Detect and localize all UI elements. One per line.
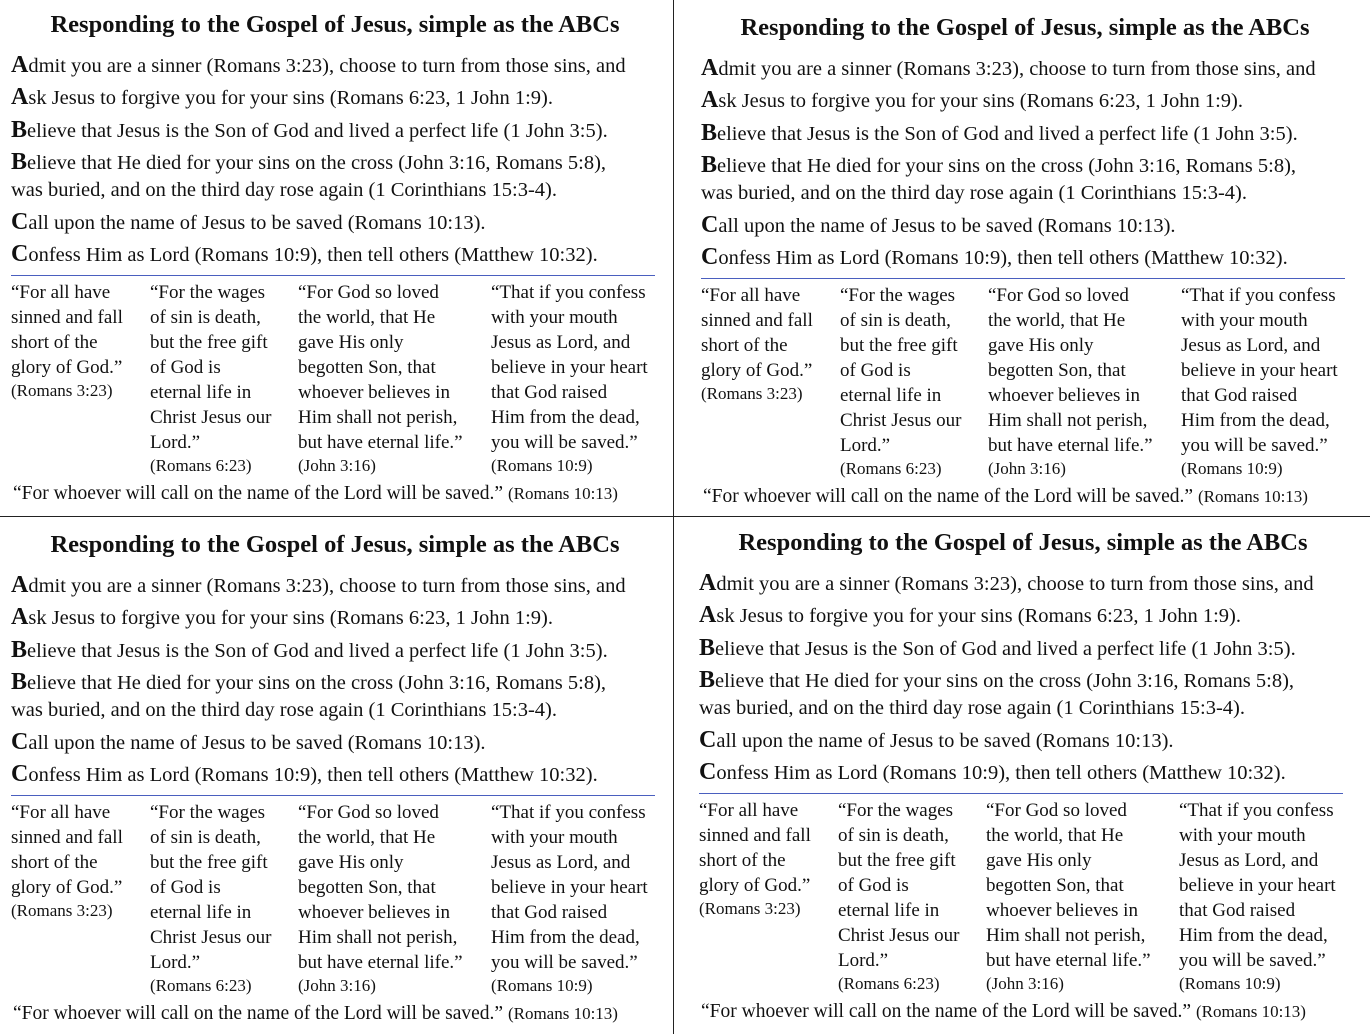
quote-line: Christ Jesus our bbox=[840, 410, 962, 431]
quote-line: “That if you confess bbox=[1179, 800, 1334, 821]
quote-line: glory of God.” bbox=[11, 357, 123, 378]
quote-line: sinned and fall bbox=[11, 307, 123, 328]
step-call bbox=[701, 212, 1176, 239]
quote-line: “For all have bbox=[11, 802, 111, 823]
step-letter: C bbox=[701, 212, 719, 238]
quote-line: Christ Jesus our bbox=[150, 927, 272, 948]
quote-reference: (Romans 3:23) bbox=[701, 384, 803, 403]
quote-line: whoever believes in bbox=[298, 902, 450, 923]
quote-line: “For all have bbox=[11, 282, 111, 303]
quote-romans-3-23 bbox=[699, 798, 831, 919]
step-admit bbox=[11, 52, 626, 79]
step-text: dmit you are a sinner (Romans 3:23), choose to turn from those sins, and bbox=[28, 575, 626, 597]
step-text: elieve that Jesus is the Son of God and lived a perfect life (1 John 3:5). bbox=[715, 638, 1296, 660]
quote-line: short of the bbox=[701, 335, 788, 356]
step-confess bbox=[701, 244, 1288, 271]
quote-line: Jesus as Lord, and bbox=[491, 852, 631, 873]
quote-line: sinned and fall bbox=[11, 827, 123, 848]
step-text: was buried, and on the third day rose again (1 Corinthians 15:3-4). bbox=[701, 182, 1247, 204]
step-letter: A bbox=[699, 602, 717, 628]
step-text: onfess Him as Lord (Romans 10:9), then tell others (Matthew 10:32). bbox=[716, 762, 1286, 784]
quote-line: Him shall not perish, bbox=[298, 407, 458, 428]
quote-line: “For all have bbox=[701, 285, 801, 306]
step-letter: B bbox=[699, 635, 716, 661]
quote-romans-6-23 bbox=[838, 798, 978, 994]
step-admit bbox=[699, 570, 1314, 597]
quote-line: gave His only bbox=[986, 850, 1092, 871]
quote-line: the world, that He bbox=[298, 827, 436, 848]
step-believe-son bbox=[11, 117, 608, 144]
footer-text: “For whoever will call on the name of the Lord will be saved.” bbox=[703, 486, 1194, 507]
quote-romans-3-23 bbox=[701, 283, 833, 404]
quote-line: Jesus as Lord, and bbox=[1181, 335, 1321, 356]
quote-reference: (Romans 3:23) bbox=[699, 899, 801, 918]
step-letter: B bbox=[11, 637, 28, 663]
step-call bbox=[699, 727, 1174, 754]
quote-line: whoever believes in bbox=[988, 385, 1140, 406]
quote-line: but the free gift bbox=[840, 335, 958, 356]
quote-line: you will be saved.” bbox=[1181, 435, 1328, 456]
step-confess bbox=[11, 761, 598, 788]
quote-line: Christ Jesus our bbox=[838, 925, 960, 946]
step-text: was buried, and on the third day rose again (1 Corinthians 15:3-4). bbox=[11, 699, 557, 721]
quote-john-3-16 bbox=[988, 283, 1173, 479]
quote-line: of God is bbox=[150, 357, 221, 378]
quote-line: Jesus as Lord, and bbox=[491, 332, 631, 353]
quote-line: but have eternal life.” bbox=[988, 435, 1153, 456]
step-text: all upon the name of Jesus to be saved (Romans 10:13). bbox=[28, 732, 486, 754]
quote-reference: (John 3:16) bbox=[298, 456, 376, 475]
quote-line: of sin is death, bbox=[838, 825, 949, 846]
quote-line: “That if you confess bbox=[1181, 285, 1336, 306]
quote-line: that God raised bbox=[491, 902, 608, 923]
quote-reference: (Romans 10:9) bbox=[1181, 459, 1283, 478]
quote-reference: (John 3:16) bbox=[986, 974, 1064, 993]
step-letter: A bbox=[11, 572, 29, 598]
quote-line: gave His only bbox=[298, 332, 404, 353]
step-letter: C bbox=[11, 241, 29, 267]
quote-line: you will be saved.” bbox=[491, 952, 638, 973]
quote-line: short of the bbox=[11, 852, 98, 873]
step-text: dmit you are a sinner (Romans 3:23), choose to turn from those sins, and bbox=[28, 55, 626, 77]
step-believe-died bbox=[11, 149, 606, 176]
footer-text: “For whoever will call on the name of the Lord will be saved.” bbox=[13, 483, 504, 504]
step-believe-died bbox=[11, 669, 606, 696]
quote-line: begotten Son, that bbox=[298, 877, 436, 898]
step-letter: B bbox=[699, 667, 716, 693]
quote-line: Him shall not perish, bbox=[298, 927, 458, 948]
step-letter: A bbox=[701, 55, 719, 81]
step-believe-died bbox=[701, 152, 1296, 179]
quote-romans-3-23 bbox=[11, 280, 143, 401]
step-call bbox=[11, 209, 486, 236]
quote-line: short of the bbox=[11, 332, 98, 353]
step-ask bbox=[11, 84, 553, 111]
step-ask bbox=[701, 87, 1243, 114]
quote-line: but have eternal life.” bbox=[298, 432, 463, 453]
quote-line: but the free gift bbox=[838, 850, 956, 871]
quote-line: eternal life in bbox=[840, 385, 942, 406]
quote-line: you will be saved.” bbox=[491, 432, 638, 453]
quote-romans-3-23 bbox=[11, 800, 143, 921]
card-title: Responding to the Gospel of Jesus, simple as the ABCs bbox=[738, 529, 1308, 556]
quote-line: “For God so loved bbox=[298, 282, 439, 303]
step-text: dmit you are a sinner (Romans 3:23), choose to turn from those sins, and bbox=[718, 58, 1316, 80]
step-text: was buried, and on the third day rose again (1 Corinthians 15:3-4). bbox=[11, 179, 557, 201]
quote-line: believe in your heart bbox=[1181, 360, 1338, 381]
quote-line: gave His only bbox=[988, 335, 1094, 356]
quote-reference: (Romans 10:9) bbox=[491, 976, 593, 995]
step-believe-died-continued bbox=[11, 179, 557, 202]
quote-romans-6-23 bbox=[840, 283, 980, 479]
quote-line: Lord.” bbox=[838, 950, 889, 971]
quote-line: believe in your heart bbox=[1179, 875, 1336, 896]
quote-line: Christ Jesus our bbox=[150, 407, 272, 428]
quote-line: whoever believes in bbox=[986, 900, 1138, 921]
quote-line: “For God so loved bbox=[986, 800, 1127, 821]
quote-line: sinned and fall bbox=[701, 310, 813, 331]
quote-line: of God is bbox=[840, 360, 911, 381]
step-ask bbox=[11, 604, 553, 631]
card-title: Responding to the Gospel of Jesus, simple as the ABCs bbox=[740, 14, 1310, 41]
quote-john-3-16 bbox=[298, 800, 483, 996]
quote-reference: (Romans 6:23) bbox=[150, 456, 252, 475]
step-letter: C bbox=[11, 729, 29, 755]
step-text: elieve that He died for your sins on the cross (John 3:16, Romans 5:8), bbox=[717, 155, 1297, 177]
step-text: onfess Him as Lord (Romans 10:9), then tell others (Matthew 10:32). bbox=[718, 247, 1288, 269]
step-letter: A bbox=[699, 570, 717, 596]
quote-romans-10-9 bbox=[491, 280, 671, 476]
step-letter: B bbox=[701, 152, 718, 178]
step-text: elieve that He died for your sins on the cross (John 3:16, Romans 5:8), bbox=[27, 152, 607, 174]
step-text: dmit you are a sinner (Romans 3:23), choose to turn from those sins, and bbox=[716, 573, 1314, 595]
quote-line: “For the wages bbox=[150, 802, 266, 823]
quote-line: that God raised bbox=[491, 382, 608, 403]
step-text: elieve that He died for your sins on the cross (John 3:16, Romans 5:8), bbox=[27, 672, 607, 694]
step-letter: C bbox=[11, 761, 29, 787]
quote-line: eternal life in bbox=[838, 900, 940, 921]
gospel-card bbox=[0, 0, 672, 516]
step-text: all upon the name of Jesus to be saved (Romans 10:13). bbox=[716, 730, 1174, 752]
quote-romans-10-9 bbox=[1181, 283, 1361, 479]
step-text: elieve that Jesus is the Son of God and lived a perfect life (1 John 3:5). bbox=[27, 640, 608, 662]
step-letter: C bbox=[699, 759, 717, 785]
card-content bbox=[699, 518, 1359, 1022]
card-content bbox=[701, 3, 1361, 507]
step-letter: B bbox=[11, 117, 28, 143]
step-letter: A bbox=[11, 604, 29, 630]
quote-reference: (Romans 3:23) bbox=[11, 381, 113, 400]
quote-line: but the free gift bbox=[150, 852, 268, 873]
quote-line: glory of God.” bbox=[11, 877, 123, 898]
section-divider bbox=[11, 275, 655, 276]
quote-line: “For all have bbox=[699, 800, 799, 821]
step-letter: B bbox=[11, 149, 28, 175]
section-divider bbox=[699, 793, 1343, 794]
quote-romans-6-23 bbox=[150, 800, 290, 996]
step-believe-son bbox=[701, 120, 1298, 147]
quote-line: of sin is death, bbox=[150, 827, 261, 848]
quote-line: “For the wages bbox=[150, 282, 266, 303]
quote-line: Him from the dead, bbox=[491, 407, 640, 428]
quote-line: the world, that He bbox=[986, 825, 1124, 846]
quote-line: “For the wages bbox=[840, 285, 956, 306]
quote-line: the world, that He bbox=[988, 310, 1126, 331]
quote-line: with your mouth bbox=[1181, 310, 1308, 331]
quote-reference: (Romans 6:23) bbox=[838, 974, 940, 993]
quote-line: with your mouth bbox=[491, 827, 618, 848]
quote-line: of God is bbox=[838, 875, 909, 896]
step-text: all upon the name of Jesus to be saved (Romans 10:13). bbox=[718, 215, 1176, 237]
step-letter: A bbox=[11, 52, 29, 78]
step-believe-died bbox=[699, 667, 1294, 694]
quote-reference: (John 3:16) bbox=[988, 459, 1066, 478]
quote-line: short of the bbox=[699, 850, 786, 871]
quote-line: Him from the dead, bbox=[491, 927, 640, 948]
quote-reference: (Romans 10:9) bbox=[491, 456, 593, 475]
footer-reference: (Romans 10:13) bbox=[507, 1004, 618, 1023]
quote-line: begotten Son, that bbox=[988, 360, 1126, 381]
step-confess bbox=[699, 759, 1286, 786]
quote-line: “For the wages bbox=[838, 800, 954, 821]
quote-line: Lord.” bbox=[150, 432, 201, 453]
quote-line: begotten Son, that bbox=[986, 875, 1124, 896]
quote-romans-10-9 bbox=[1179, 798, 1359, 994]
quote-line: eternal life in bbox=[150, 902, 252, 923]
quote-line: Jesus as Lord, and bbox=[1179, 850, 1319, 871]
quote-line: but the free gift bbox=[150, 332, 268, 353]
step-believe-son bbox=[699, 635, 1296, 662]
quote-line: believe in your heart bbox=[491, 877, 648, 898]
step-believe-son bbox=[11, 637, 608, 664]
step-text: sk Jesus to forgive you for your sins (Romans 6:23, 1 John 1:9). bbox=[716, 605, 1241, 627]
quote-line: whoever believes in bbox=[298, 382, 450, 403]
footer-reference: (Romans 10:13) bbox=[1195, 1002, 1306, 1021]
quote-reference: (Romans 10:9) bbox=[1179, 974, 1281, 993]
gospel-card bbox=[0, 520, 672, 1036]
vertical-cut-line bbox=[673, 0, 674, 1034]
quote-line: you will be saved.” bbox=[1179, 950, 1326, 971]
step-text: elieve that Jesus is the Son of God and lived a perfect life (1 John 3:5). bbox=[27, 120, 608, 142]
step-believe-died-continued bbox=[699, 697, 1245, 720]
step-text: sk Jesus to forgive you for your sins (Romans 6:23, 1 John 1:9). bbox=[718, 90, 1243, 112]
quote-line: of sin is death, bbox=[840, 310, 951, 331]
footer-text: “For whoever will call on the name of the Lord will be saved.” bbox=[13, 1003, 504, 1024]
step-text: was buried, and on the third day rose again (1 Corinthians 15:3-4). bbox=[699, 697, 1245, 719]
gospel-card bbox=[690, 3, 1362, 519]
quote-line: but have eternal life.” bbox=[986, 950, 1151, 971]
footer-text: “For whoever will call on the name of the Lord will be saved.” bbox=[701, 1001, 1192, 1022]
quote-line: “That if you confess bbox=[491, 282, 646, 303]
quote-line: glory of God.” bbox=[699, 875, 811, 896]
footer-quote bbox=[13, 483, 618, 505]
card-title: Responding to the Gospel of Jesus, simple as the ABCs bbox=[50, 11, 620, 38]
step-letter: C bbox=[699, 727, 717, 753]
quote-john-3-16 bbox=[298, 280, 483, 476]
quote-reference: (Romans 6:23) bbox=[840, 459, 942, 478]
footer-reference: (Romans 10:13) bbox=[1197, 487, 1308, 506]
step-text: elieve that He died for your sins on the cross (John 3:16, Romans 5:8), bbox=[715, 670, 1295, 692]
footer-quote bbox=[703, 486, 1308, 508]
quote-line: sinned and fall bbox=[699, 825, 811, 846]
quote-reference: (Romans 3:23) bbox=[11, 901, 113, 920]
step-text: sk Jesus to forgive you for your sins (Romans 6:23, 1 John 1:9). bbox=[28, 607, 553, 629]
quote-line: Him shall not perish, bbox=[986, 925, 1146, 946]
quote-line: with your mouth bbox=[491, 307, 618, 328]
step-letter: B bbox=[701, 120, 718, 146]
footer-quote bbox=[701, 1001, 1306, 1023]
step-believe-died-continued bbox=[701, 182, 1247, 205]
step-text: all upon the name of Jesus to be saved (Romans 10:13). bbox=[28, 212, 486, 234]
quote-line: that God raised bbox=[1179, 900, 1296, 921]
footer-reference: (Romans 10:13) bbox=[507, 484, 618, 503]
step-letter: A bbox=[701, 87, 719, 113]
step-letter: A bbox=[11, 84, 29, 110]
step-ask bbox=[699, 602, 1241, 629]
card-content bbox=[11, 520, 671, 1024]
card-content bbox=[11, 0, 671, 504]
quote-reference: (John 3:16) bbox=[298, 976, 376, 995]
quote-line: “For God so loved bbox=[298, 802, 439, 823]
step-text: sk Jesus to forgive you for your sins (Romans 6:23, 1 John 1:9). bbox=[28, 87, 553, 109]
quote-romans-10-9 bbox=[491, 800, 671, 996]
step-confess bbox=[11, 241, 598, 268]
quote-line: of sin is death, bbox=[150, 307, 261, 328]
quote-reference: (Romans 6:23) bbox=[150, 976, 252, 995]
quote-line: Him from the dead, bbox=[1181, 410, 1330, 431]
quote-line: Him shall not perish, bbox=[988, 410, 1148, 431]
quote-line: “That if you confess bbox=[491, 802, 646, 823]
quote-line: Lord.” bbox=[840, 435, 891, 456]
quote-line: Lord.” bbox=[150, 952, 201, 973]
step-call bbox=[11, 729, 486, 756]
card-title: Responding to the Gospel of Jesus, simple as the ABCs bbox=[50, 531, 620, 558]
step-believe-died-continued bbox=[11, 699, 557, 722]
quote-line: begotten Son, that bbox=[298, 357, 436, 378]
step-text: onfess Him as Lord (Romans 10:9), then tell others (Matthew 10:32). bbox=[28, 764, 598, 786]
step-admit bbox=[11, 572, 626, 599]
step-admit bbox=[701, 55, 1316, 82]
quote-john-3-16 bbox=[986, 798, 1171, 994]
quote-line: gave His only bbox=[298, 852, 404, 873]
quote-line: believe in your heart bbox=[491, 357, 648, 378]
quote-line: “For God so loved bbox=[988, 285, 1129, 306]
quote-line: that God raised bbox=[1181, 385, 1298, 406]
footer-quote bbox=[13, 1003, 618, 1025]
step-letter: B bbox=[11, 669, 28, 695]
section-divider bbox=[701, 278, 1345, 279]
quote-line: but have eternal life.” bbox=[298, 952, 463, 973]
gospel-card bbox=[688, 518, 1360, 1034]
quote-line: the world, that He bbox=[298, 307, 436, 328]
step-text: elieve that Jesus is the Son of God and lived a perfect life (1 John 3:5). bbox=[717, 123, 1298, 145]
step-letter: C bbox=[701, 244, 719, 270]
quote-line: eternal life in bbox=[150, 382, 252, 403]
quote-line: of God is bbox=[150, 877, 221, 898]
quote-romans-6-23 bbox=[150, 280, 290, 476]
step-text: onfess Him as Lord (Romans 10:9), then tell others (Matthew 10:32). bbox=[28, 244, 598, 266]
quote-line: with your mouth bbox=[1179, 825, 1306, 846]
section-divider bbox=[11, 795, 655, 796]
quote-line: glory of God.” bbox=[701, 360, 813, 381]
quote-line: Him from the dead, bbox=[1179, 925, 1328, 946]
step-letter: C bbox=[11, 209, 29, 235]
